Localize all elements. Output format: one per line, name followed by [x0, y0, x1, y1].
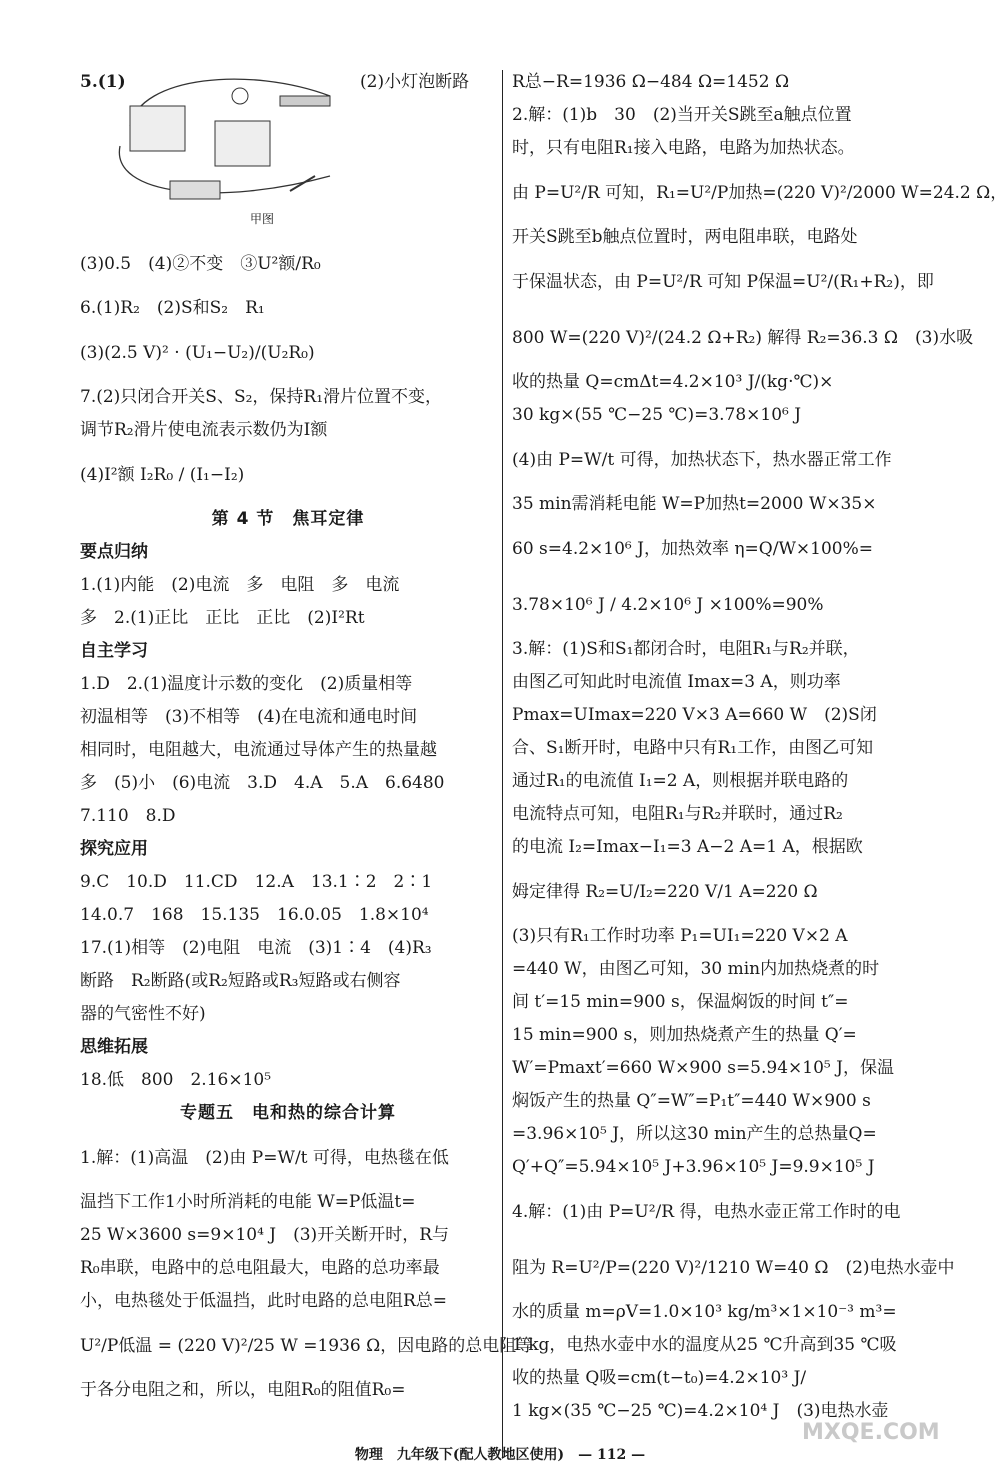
text-line: 35 min需消耗电能 W=P加热t=2000 W×35×	[512, 494, 877, 514]
q5-label: 5.(1)	[80, 72, 126, 92]
text-line: 多 (5)小 (6)电流 3.D 4.A 5.A 6.6480	[80, 773, 445, 793]
text-line: 姆定律得 R₂=U/I₂=220 V/1 A=220 Ω	[512, 882, 818, 902]
text-line: 电流特点可知，电阻R₁与R₂并联时，通过R₂	[512, 804, 843, 824]
column-divider	[502, 70, 503, 1458]
q5-part2: (2)小灯泡断路	[360, 72, 470, 92]
text-line: W′=Pmaxt′=660 W×900 s=5.94×10⁵ J，保温	[512, 1058, 894, 1078]
text-line: 通过R₁的电流值 I₁=2 A，则根据并联电路的	[512, 771, 849, 791]
text-line: 800 W=(220 V)²/(24.2 Ω+R₂) 解得 R₂=36.3 Ω (3)水吸	[512, 328, 974, 348]
text-line: 小，电热毯处于低温挡，此时电路的总电阻R总=	[80, 1291, 448, 1311]
text-line: 水的质量 m=ρV=1.0×10³ kg/m³×1×10⁻³ m³=	[512, 1302, 897, 1322]
text-line: =440 W，由图乙可知，30 min内加热烧煮的时	[512, 959, 880, 979]
text-line: 焖饭产生的热量 Q″=W″=P₁t″=440 W×900 s	[512, 1091, 871, 1111]
text-line: 器的气密性不好)	[80, 1004, 206, 1024]
text-line: 收的热量 Q吸=cm(t−t₀)=4.2×10³ J/	[512, 1368, 807, 1388]
text-line: 相同时，电阻越大，电流通过导体产生的热量越	[80, 740, 437, 760]
text-line: (4)I²额 I₂R₀ / (I₁−I₂)	[80, 465, 245, 485]
text-line: 15 min=900 s，则加热烧煮产生的热量 Q′=	[512, 1025, 857, 1045]
circuit-figure	[80, 66, 496, 236]
subheading: 探究应用	[80, 839, 148, 859]
text-line: 收的热量 Q=cmΔt=4.2×10³ J/(kg·℃)×	[512, 372, 834, 392]
figure-caption: 甲图	[250, 212, 275, 226]
text-line: 合、S₁断开时，电路中只有R₁工作，由图乙可知	[512, 738, 874, 758]
text-line: (3)(2.5 V)² · (U₁−U₂)/(U₂R₀)	[80, 343, 315, 363]
text-line: 时，只有电阻R₁接入电路，电路为加热状态。	[512, 138, 855, 158]
right-column	[512, 66, 1007, 1428]
text-line: Q′+Q″=5.94×10⁵ J+3.96×10⁵ J=9.9×10⁵ J	[512, 1157, 875, 1177]
text-line: Pmax=UImax=220 V×3 A=660 W (2)S闭	[512, 705, 877, 725]
text-line: R₀串联，电路中的总电阻最大，电路的总功率最	[80, 1258, 440, 1278]
page-footer: 物理 九年级下(配人教地区使用) — 112 —	[354, 1447, 646, 1463]
text-line: 1 kg×(35 ℃−25 ℃)=4.2×10⁴ J (3)电热水壶	[512, 1401, 889, 1421]
text-line: (3)只有R₁工作时功率 P₁=UI₁=220 V×2 A	[512, 926, 848, 946]
text-line: 由图乙可知此时电流值 Imax=3 A，则功率	[512, 672, 841, 692]
watermark-logo: MXQE.COM	[802, 1420, 940, 1445]
subheading: 思维拓展	[80, 1037, 148, 1057]
text-line: 3.解：(1)S和S₁都闭合时，电阻R₁与R₂并联，	[512, 639, 860, 659]
text-line: 3.78×10⁶ J / 4.2×10⁶ J ×100%=90%	[512, 595, 824, 615]
text-line: 9.C 10.D 11.CD 12.A 13.1∶2 2∶1	[80, 872, 433, 892]
text-line: 1.D 2.(1)温度计示数的变化 (2)质量相等	[80, 674, 413, 694]
subheading: 自主学习	[80, 641, 148, 661]
left-column	[80, 66, 534, 1407]
text-line: 开关S跳至b触点位置时，两电阻串联，电路处	[512, 227, 858, 247]
text-line: 30 kg×(55 ℃−25 ℃)=3.78×10⁶ J	[512, 405, 802, 425]
text-line: 17.(1)相等 (2)电阻 电流 (3)1∶4 (4)R₃	[80, 938, 432, 958]
text-line: 18.低 800 2.16×10⁵	[80, 1070, 272, 1090]
text-line: 60 s=4.2×10⁶ J，加热效率 η=Q/W×100%=	[512, 539, 874, 559]
text-line: 的电流 I₂=Imax−I₁=3 A−2 A=1 A，根据欧	[512, 837, 863, 857]
text-line: (4)由 P=W/t 可得，加热状态下，热水器正常工作	[512, 450, 892, 470]
text-line: 于保温状态，由 P=U²/R 可知 P保温=U²/(R₁+R₂)，即	[512, 272, 934, 292]
subheading: 要点归纳	[80, 542, 148, 562]
text-line: 6.(1)R₂ (2)S和S₂ R₁	[80, 298, 265, 318]
text-line: 1.解：(1)高温 (2)由 P=W/t 可得，电热毯在低	[80, 1148, 449, 1168]
text-line: 调节R₂滑片使电流表示数仍为I额	[80, 420, 328, 440]
text-line: 25 W×3600 s=9×10⁴ J (3)开关断开时，R与	[80, 1225, 449, 1245]
section-title: 第 4 节 焦耳定律	[211, 509, 365, 529]
text-line: =3.96×10⁵ J，所以这30 min产生的总热量Q=	[512, 1124, 877, 1144]
text-line: 2.解：(1)b 30 (2)当开关S跳至a触点位置	[512, 105, 852, 125]
text-line: 7.110 8.D	[80, 806, 176, 826]
text-line: 由 P=U²/R 可知，R₁=U²/P加热=(220 V)²/2000 W=24.2 Ω，	[512, 183, 1007, 203]
text-line: 初温相等 (3)不相等 (4)在电流和通电时间	[80, 707, 418, 727]
text-line: 多 2.(1)正比 正比 正比 (2)I²Rt	[80, 608, 365, 628]
text-line: 1.(1)内能 (2)电流 多 电阻 多 电流	[80, 575, 400, 595]
text-line: (3)0.5 (4)②不变 ③U²额/R₀	[80, 254, 321, 274]
text-line: 间 t′=15 min=900 s，保温焖饭的时间 t″=	[512, 992, 849, 1012]
circuit-diagram-icon	[100, 66, 340, 206]
text-line: 1 kg，电热水壶中水的温度从25 ℃升高到35 ℃吸	[512, 1335, 897, 1355]
text-line: 14.0.7 168 15.135 16.0.05 1.8×10⁴	[80, 905, 429, 925]
text-line: 7.(2)只闭合开关S、S₂，保持R₁滑片位置不变，	[80, 387, 443, 407]
text-line: U²/P低温 = (220 V)²/25 W =1936 Ω，因电路的总电阻等	[80, 1336, 534, 1356]
text-line: 断路 R₂断路(或R₂短路或R₃短路或右侧容	[80, 971, 401, 991]
text-line: 4.解：(1)由 P=U²/R 得，电热水壶正常工作时的电	[512, 1202, 901, 1222]
text-line: 于各分电阻之和，所以，电阻R₀的阻值R₀=	[80, 1380, 406, 1400]
section-title: 专题五 电和热的综合计算	[180, 1103, 396, 1123]
text-line: R总−R=1936 Ω−484 Ω=1452 Ω	[512, 72, 790, 92]
text-line: 阻为 R=U²/P=(220 V)²/1210 W=40 Ω (2)电热水壶中	[512, 1258, 955, 1278]
text-line: 温挡下工作1小时所消耗的电能 W=P低温t=	[80, 1192, 416, 1212]
